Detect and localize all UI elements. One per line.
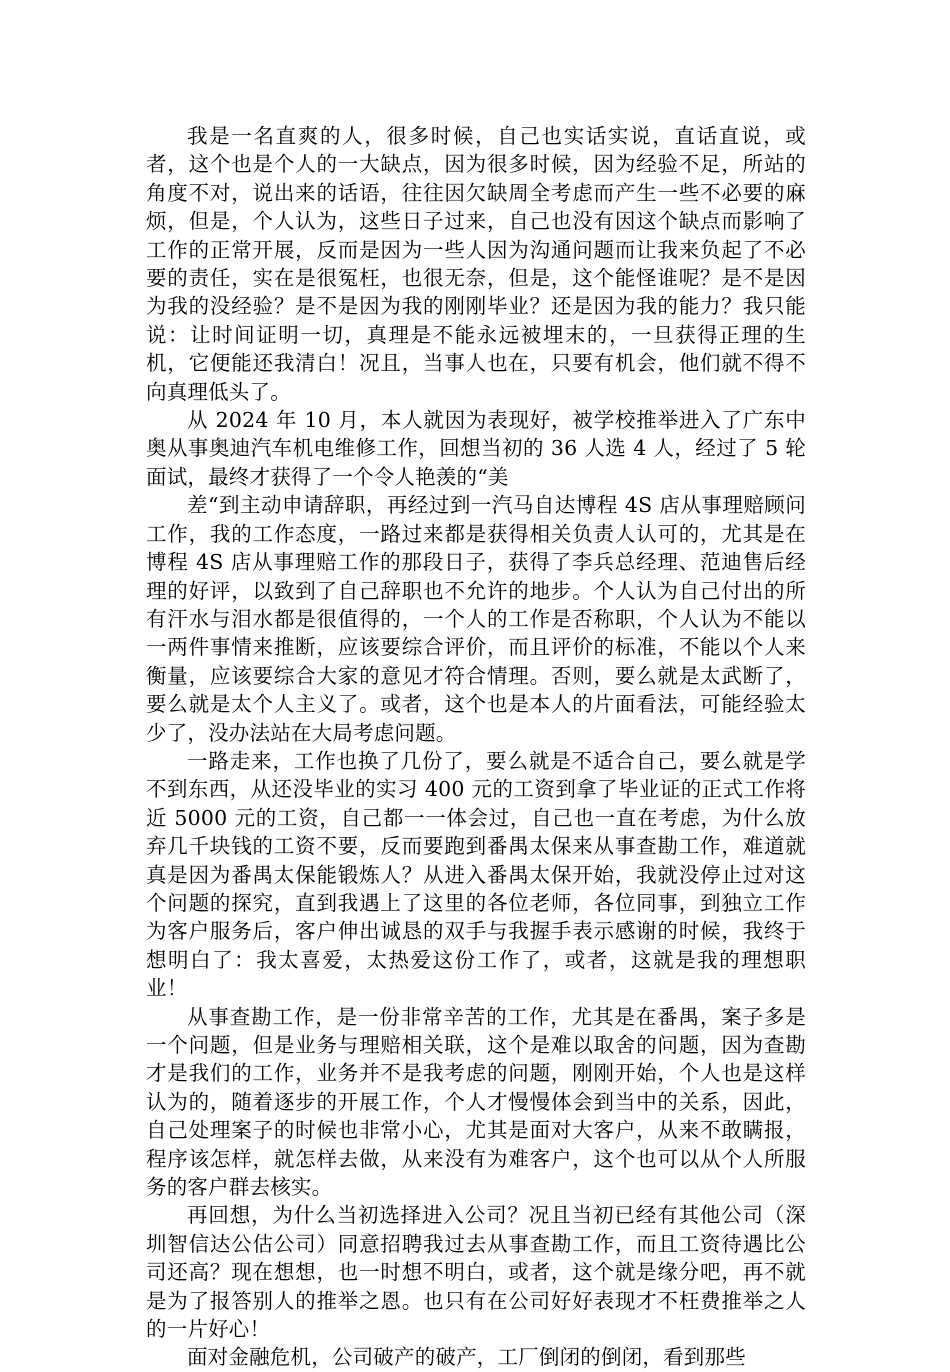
paragraph-2: 从 2024 年 10 月，本人就因为表现好，被学校推举进入了广东中奥从事奥迪汽车机电维修工作，回想当初的 36 人选 4 人，经过了 5 轮面试，最终才获得了一个令人艳羡的“美 (146, 408, 806, 489)
paragraph-5: 从事查勘工作，是一份非常辛苦的工作，尤其是在番禺，案子多是一个问题，但是业务与理赔相关联，这个是难以取舍的问题，因为查勘才是我们的工作，业务并不是我考虑的问题，刚刚开始，个人也是这样认为的，随着逐步的开展工作，个人才慢慢体会到当中的关系，因此，自己处理案子的时候也非常小心，尤其是面对大客户，从来不敢瞒报，程序该怎样，就怎样去做，从来没有为难客户，这个也可以从个人所服务的客户群去核实。 (146, 1004, 806, 1200)
document-body (146, 122, 806, 1372)
paragraph-6: 再回想，为什么当初选择进入公司？况且当初已经有其他公司（深圳智信达公估公司）同意招聘我过去从事查勘工作，而且工资待遇比公司还高？现在想想，也一时想不明白，或者，这个就是缘分吧，再不就是为了报答别人的推举之恩。也只有在公司好好表现才不枉费推举之人的一片好心！ (146, 1203, 806, 1342)
paragraph-4: 一路走来，工作也换了几份了，要么就是不适合自己，要么就是学不到东西，从还没毕业的实习 400 元的工资到拿了毕业证的正式工作将近 5000 元的工资，自己都一一体会过，自己也一直在考虑，为什么放弃几千块钱的工资不要，反而要跑到番禺太保来从事查勘工作，难道就真是因为番禺太保能锻炼人？从进入番禺太保开始，我就没停止过对这个问题的探究，直到我遇上了这里的各位老师，各位同事，到独立工作为客户服务后，客户伸出诚恳的双手与我握手表示感谢的时候，我终于想明白了：我太喜爱，太热爱这份工作了，或者，这就是我的理想职业！ (146, 748, 806, 1001)
paragraph-7: 面对金融危机，公司破产的破产，工厂倒闭的倒闭，看到那些 (187, 1345, 746, 1370)
paragraph-3: 差“到主动申请辞职，再经过到一汽马自达博程 4S 店从事理赔顾问工作，我的工作态度，一路过来都是获得相关负责人认可的，尤其是在博程 4S 店从事理赔工作的那段日子，获得了李兵总经理、范迪售后经理的好评，以致到了自己辞职也不允许的地步。个人认为自己付出的所有汗水与泪水都是很值得的，一个人的工作是否称职，个人认为不能以一两件事情来推断，应该要综合评价，而且评价的标准，不能以个人来衡量，应该要综合大家的意见才符合情理。否则，要么就是太武断了，要么就是太个人主义了。或者，这个也是本人的片面看法，可能经验太少了，没办法站在大局考虑问题。 (146, 493, 806, 745)
paragraph-1: 我是一名直爽的人，很多时候，自己也实话实说，直话直说，或者，这个也是个人的一大缺点，因为很多时候，因为经验不足，所站的角度不对，说出来的话语，往往因欠缺周全考虑而产生一些不必要的麻烦，但是，个人认为，这些日子过来，自己也没有因这个缺点而影响了工作的正常开展，反而是因为一些人因为沟通问题而让我来负起了不必要的责任，实在是很冤枉，也很无奈，但是，这个能怪谁呢？是不是因为我的没经验？是不是因为我的刚刚毕业？还是因为我的能力？我只能说：让时间证明一切，真理是不能永远被埋末的，一旦获得正理的生机，它便能还我清白！况且，当事人也在，只要有机会，他们就不得不向真理低头了。 (146, 124, 806, 404)
